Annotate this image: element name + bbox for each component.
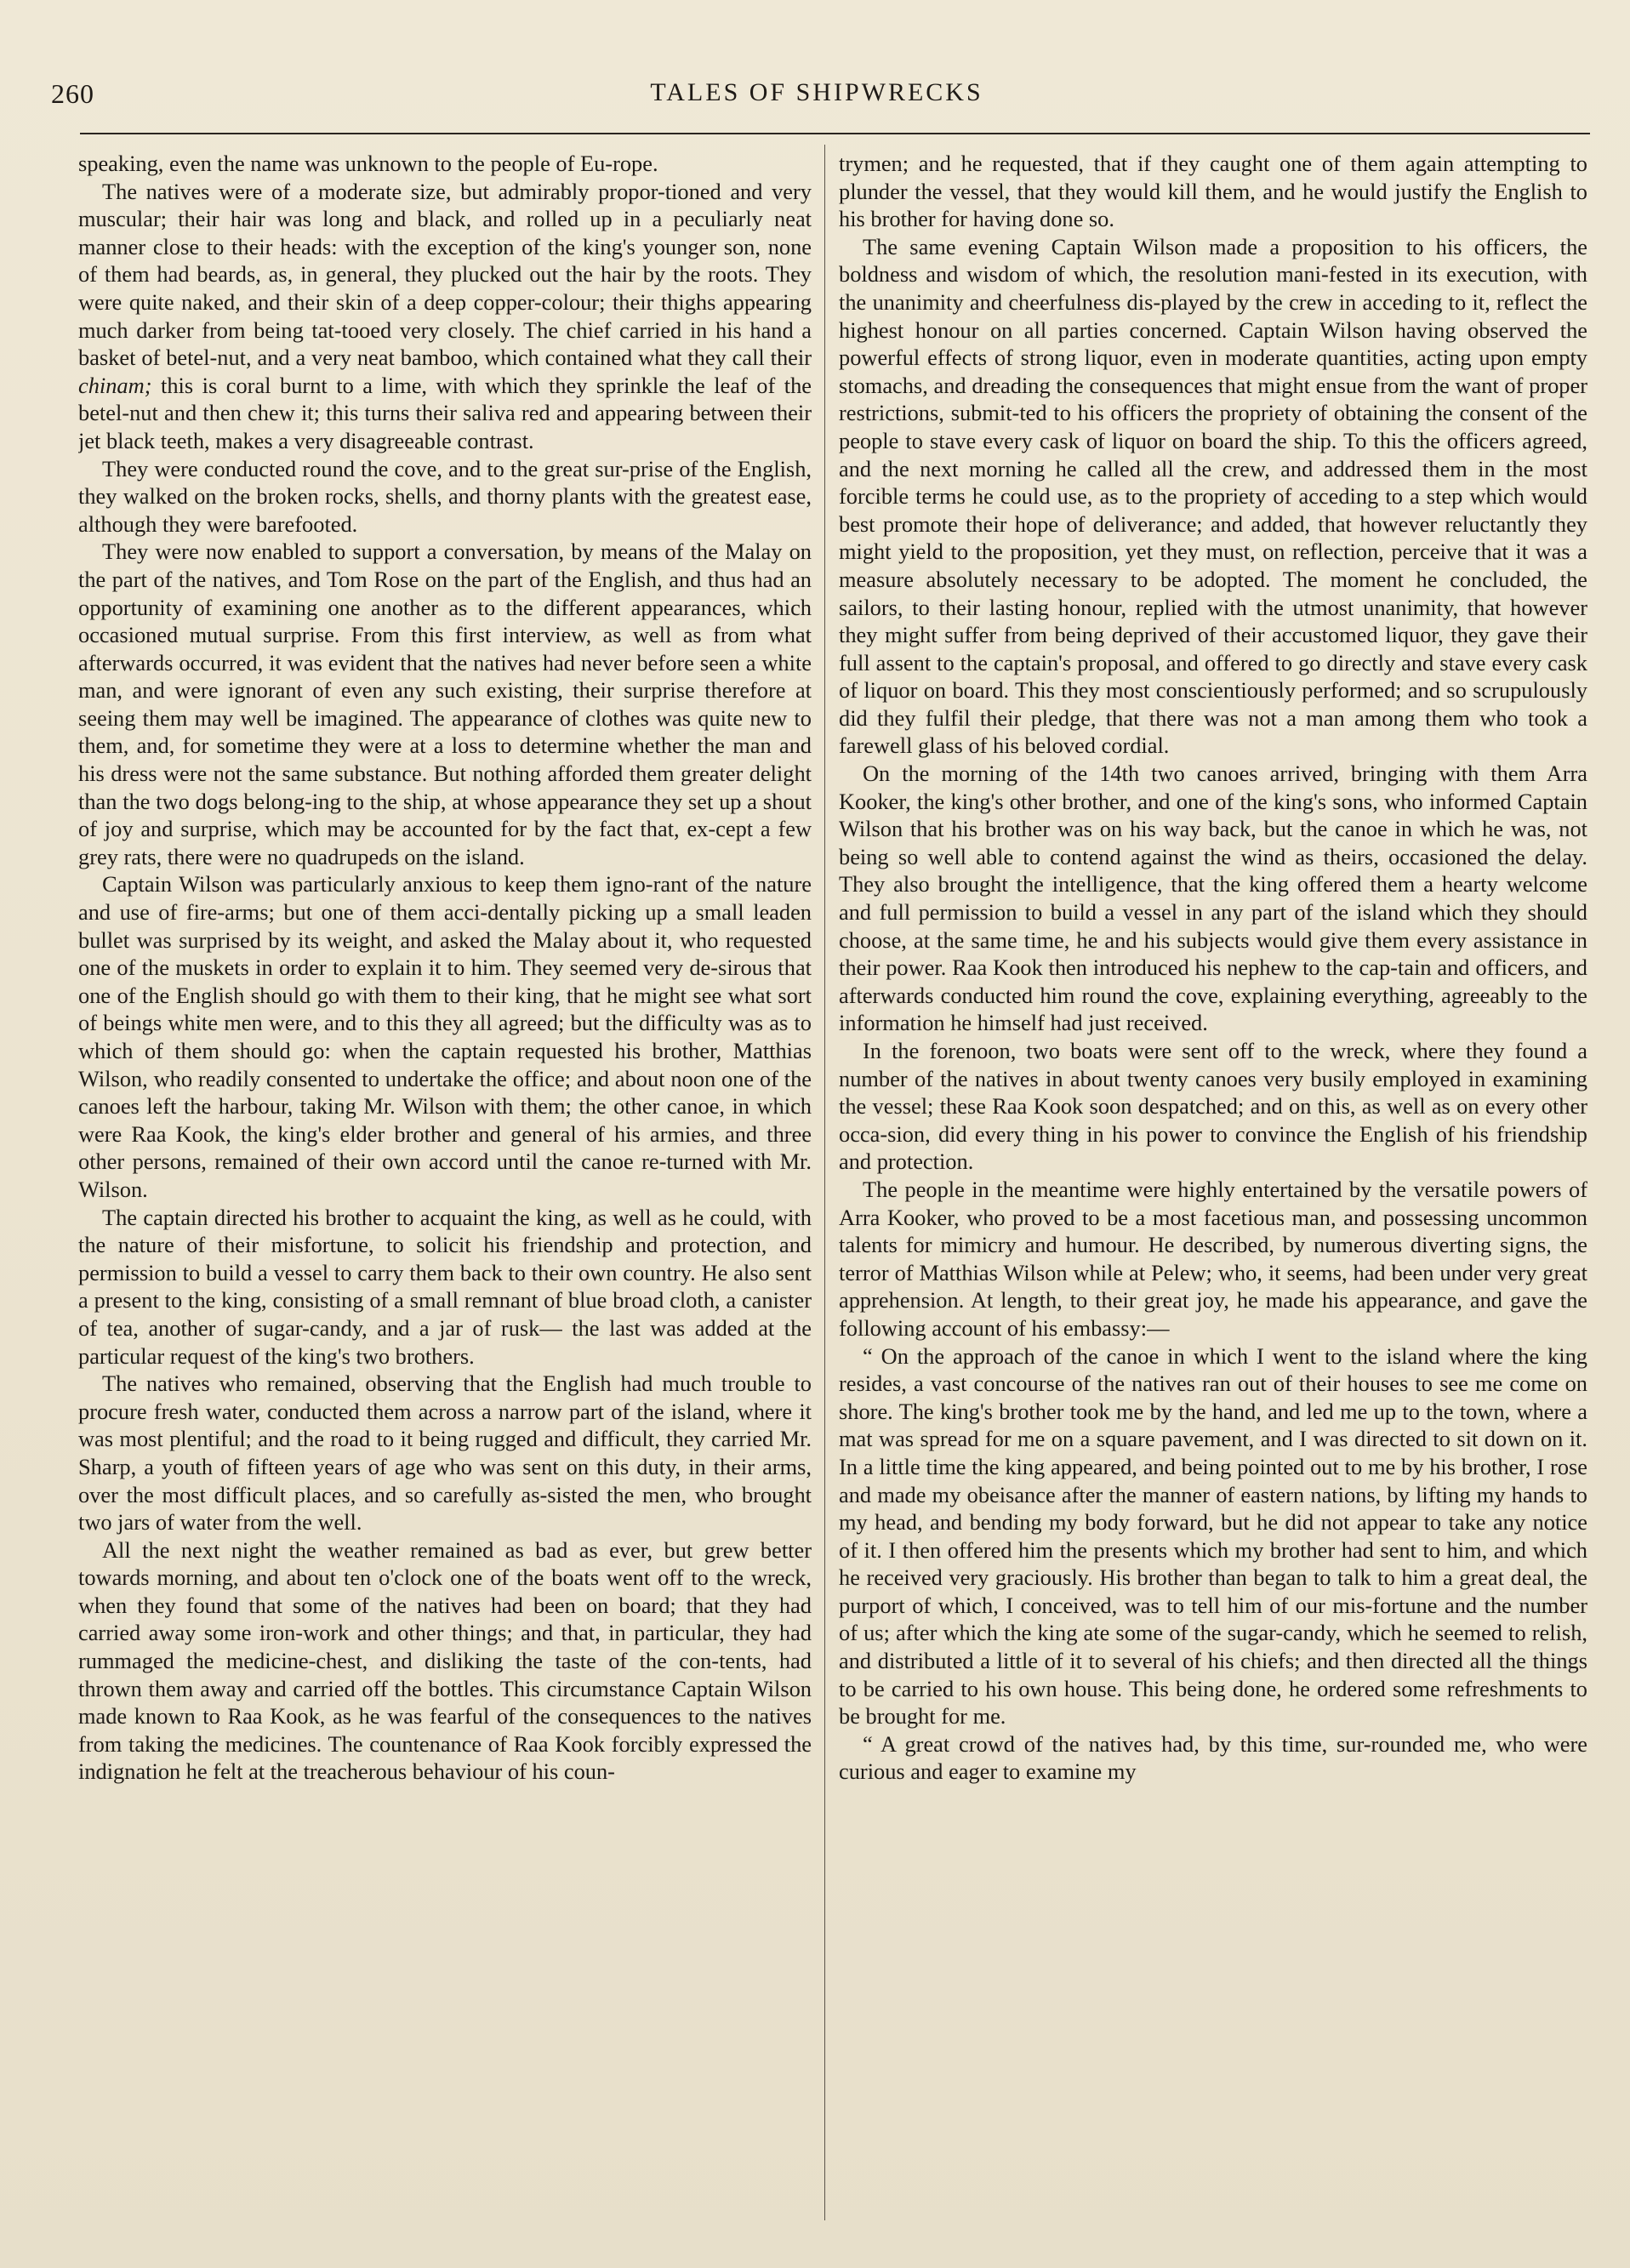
paragraph: In the forenoon, two boats were sent off to the wreck, where they found a number of the natives in about twenty canoes very busily employed in examining the vessel; these Raa Kook soon despatched; and on this, as well as on every other occa-sion, did every thing in his power to convince the English of his friendship and protection.	[839, 1038, 1587, 1175]
right-column	[839, 150, 1587, 2225]
paragraph: The same evening Captain Wilson made a proposition to his officers, the boldness and wisdom of which, the resolution mani-fested in its execution, with the unanimity and cheerfulness dis-played by the crew in acceding to it, reflect the highest honour on all parties concerned. Captain Wilson having observed the powerful effects of strong liquor, even in moderate quantities, acting upon empty stomachs, and dreading the consequences that might ensue from the want of proper restrictions, submit-ted to his officers the propriety of obtaining the consent of the people to stave every cask of liquor on board the ship. To this the officers agreed, and the next morning he called all the crew, and addressed them in the most forcible terms he could use, as to the propriety of acceding to a step which would best promote their hope of deliverance; and added, that however reluctantly they might yield to the proposition, yet they must, on reflection, perceive that it was a measure absolutely necessary to be adopted. The moment he concluded, the sailors, to their lasting honour, replied with the utmost unanimity, that however they might suffer from being deprived of their accustomed liquor, they gave their full assent to the captain's proposal, and offered to go directly and stave every cask of liquor on board. This they most conscientiously performed; and so scrupulously did they fulfil their pledge, that there was not a man among them who took a farewell glass of his beloved cordial.	[839, 233, 1587, 759]
italic-term: chinam;	[78, 372, 152, 398]
paragraph: “ On the approach of the canoe in which I went to the island where the king resides, a vast concourse of the natives ran out of their houses to see me come on shore. The king's brother took me by the hand, and led me up to the town, where a mat was spread for me on a square pavement, and I was directed to sit down on it. In a little time the king appeared, and being pointed out to me by his brother, I rose and made my obeisance after the manner of eastern nations, by lifting my hands to my head, and bending my body forward, but he did not appear to take any notice of it. I then offered him the presents which my brother had sent to him, and which he received very graciously. His brother than began to talk to him a great deal, the purport of which, I conceived, was to tell him of our mis-fortune and the number of us; after which the king ate some of the sugar-candy, which he seemed to relish, and distributed a little of it to several of his chiefs; and then directed all the things to be carried to his own house. This being done, he ordered some refreshments to be brought for me.	[839, 1342, 1587, 1729]
paragraph: trymen; and he requested, that if they caught one of them again attempting to plunder the vessel, that they would kill them, and he would justify the English to his brother for having done so.	[839, 151, 1587, 232]
paragraph: They were now enabled to support a conversation, by means of the Malay on the part of the natives, and Tom Rose on the part of the English, and thus had an opportunity of examining one another as to the different appearances, which occasioned mutual surprise. From this first interview, as well as from what afterwards occurred, it was evident that the natives had never before seen a white man, and were ignorant of even any such existing, their surprise therefore at seeing them may well be imagined. The appearance of clothes was quite new to them, and, for sometime they were at a loss to determine whether the man and his dress were not the same substance. But nothing afforded them greater delight than the two dogs belong-ing to the ship, at whose appearance they set up a shout of joy and surprise, which may be accounted for by the fact that, ex-cept a few grey rats, there were no quadrupeds on the island.	[78, 539, 812, 869]
paragraph: All the next night the weather remained as bad as ever, but grew better towards morning, and about ten o'clock one of the boats went off to the wreck, when they found that some of the natives had been on board; that they had carried away some iron-work and other things; and that, in particular, they had rummaged the medicine-chest, and disliking the taste of the con-tents, had thrown them away and carried off the bottles. This circumstance Captain Wilson made known to Raa Kook, as he was fearful of the consequences to the natives from taking the medicines. The countenance of Raa Kook forcibly expressed the indignation he felt at the treacherous behaviour of his coun-	[78, 1536, 812, 1785]
paragraph: The natives were of a moderate size, but admirably propor-tioned and very muscular; their hair was long and black, and rolled up in a peculiarly neat manner close to their heads: with the exception of the king's younger son, none of them had beards, as, in general, they plucked out the hair by the roots. They were quite naked, and their skin of a deep copper-colour; their thighs appearing much darker from being tat-tooed very closely. The chief carried in his hand a basket of betel-nut, and a very neat bamboo, which contained what they call their chinam; this is coral burnt to a lime, with which they sprinkle the leaf of the betel-nut and then chew it; this turns their saliva red and appearing between their jet black teeth, makes a very disagreeable contrast.	[78, 178, 812, 453]
paragraph: “ A great crowd of the natives had, by this time, sur-rounded me, who were curious and eager to examine my	[839, 1730, 1587, 1785]
page-number: 260	[51, 78, 94, 109]
paragraph: The natives who remained, observing that the English had much trouble to procure fresh water, conducted them across a narrow part of the island, where it was most plentiful; and the road to it being rugged and difficult, they carried Mr. Sharp, a youth of fifteen years of age who was sent on this duty, in their arms, over the most difficult places, and so carefully as-sisted the men, who brought two jars of water from the well.	[78, 1370, 812, 1536]
paragraph: On the morning of the 14th two canoes arrived, bringing with them Arra Kooker, the king's other brother, and one of the king's sons, who informed Captain Wilson that his brother was on his way back, but the canoe in which he was, not being so well able to contend against the wind as theirs, occasioned the delay. They also brought the intelligence, that the king offered them a hearty welcome and full permission to build a vessel in any part of the island which they should choose, at the same time, he and his subjects would give them every assistance in their power. Raa Kook then introduced his nephew to the cap-tain and officers, and afterwards conducted him round the cove, explaining everything, agreeably to the information he himself had just received.	[839, 761, 1587, 1036]
paragraph: They were conducted round the cove, and to the great sur-prise of the English, they walked on the broken rocks, shells, and thorny plants with the greatest ease, although they were barefooted.	[78, 455, 812, 537]
left-column	[78, 150, 812, 2225]
paragraph: Captain Wilson was particularly anxious to keep them igno-rant of the nature and use of fire-arms; but one of them acci-dentally picking up a small leaden bullet was surprised by its weight, and asked the Malay about it, who requested one of the muskets in order to explain it to him. They seemed very de-sirous that one of the English should go with them to their king, that he might see what sort of beings white men were, and to this they all agreed; but the difficulty was as to which of them should go: when the captain requested his brother, Matthias Wilson, who readily consented to undertake the office; and about noon one of the canoes left the harbour, taking Mr. Wilson with them; the other canoe, in which were Raa Kook, the king's elder brother and general of his armies, and three other persons, remained of their own accord until the canoe re-turned with Mr. Wilson.	[78, 871, 812, 1202]
running-title: TALES OF SHIPWRECKS	[650, 78, 983, 106]
paragraph: The captain directed his brother to acquaint the king, as well as he could, with the nature of their misfortune, to solicit his friendship and protection, and permission to build a vessel to carry them back to their own country. He also sent a present to the king, consisting of a small remnant of blue broad cloth, a canister of tea, another of sugar-candy, and a jar of rusk— the last was added at the particular request of the king's two brothers.	[78, 1204, 812, 1369]
header-rule	[80, 133, 1590, 134]
column-divider	[824, 145, 825, 2220]
paragraph: The people in the meantime were highly entertained by the versatile powers of Arra Kooker, who proved to be a most facetious man, and possessing uncommon talents for mimicry and humour. He described, by numerous diverting signs, the terror of Matthias Wilson while at Pelew; who, it seems, had been under very great apprehension. At length, to their great joy, he made his appearance, and gave the following account of his embassy:—	[839, 1176, 1587, 1341]
page-header	[51, 78, 1582, 121]
paragraph: speaking, even the name was unknown to the people of Eu-rope.	[78, 151, 658, 176]
